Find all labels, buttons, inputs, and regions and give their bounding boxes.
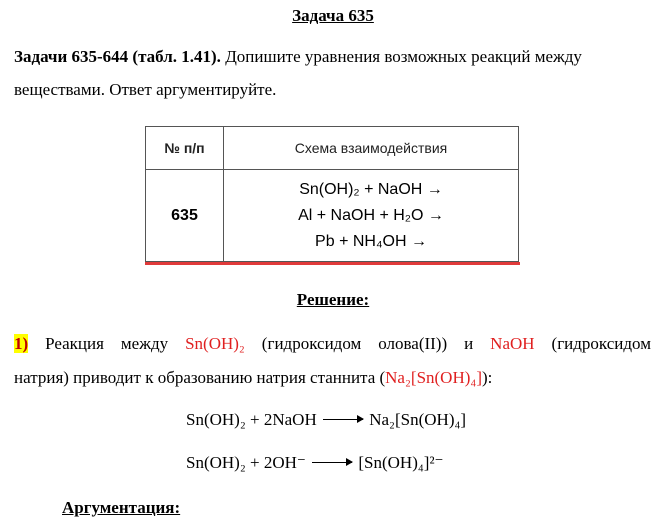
para-line2a: натрия) приводит к образованию натрия станнита (	[14, 368, 386, 387]
equation-2	[186, 453, 444, 473]
row-equations	[224, 170, 519, 262]
task-statement-line2: веществами. Ответ аргументируйте.	[14, 80, 277, 99]
para-t3: (гидроксидом	[534, 334, 651, 353]
arrow-icon	[312, 462, 352, 463]
page-title: Задача 635	[292, 6, 374, 25]
task-ref: Задачи 635-644 (табл. 1.41).	[14, 47, 221, 66]
arrow-icon	[323, 419, 363, 420]
eq1-left: Sn(OH)₂ + 2NaOH	[186, 410, 317, 429]
eq1-right: Na₂[Sn(OH)₄]	[369, 410, 467, 429]
product-name: Na₂[Sn(OH)₄]	[385, 368, 482, 387]
para-t1: Реакция между	[28, 334, 186, 353]
task-statement-line1	[14, 47, 582, 67]
header-scheme: Схема взаимодействия	[224, 127, 519, 170]
table-accent-line	[145, 262, 520, 265]
scheme-eq-1: Sn(OH)₂ + NaOH →	[299, 180, 443, 198]
scheme-eq-3: Pb + NH₄OH →	[315, 232, 427, 250]
para-t2: (гидроксидом олова(II)) и	[244, 334, 491, 353]
solution-title: Решение:	[296, 290, 370, 309]
reaction-table	[145, 126, 519, 262]
eq2-left: Sn(OH)₂ + 2OH⁻	[186, 453, 306, 472]
scheme-eq-2: Al + NaOH + H₂O →	[298, 206, 444, 224]
reactant-naoh: NaOH	[490, 334, 535, 353]
reactant-sn: Sn(OH)₂	[185, 334, 245, 353]
header-num: № п/п	[146, 127, 224, 170]
solution-para-line2	[14, 368, 492, 388]
eq2-right: [Sn(OH)₄]²⁻	[358, 453, 444, 472]
para-line2b: ):	[482, 368, 493, 387]
solution-para-line1	[14, 334, 651, 354]
row-num: 635	[146, 170, 224, 262]
item-marker: 1)	[14, 334, 29, 353]
equation-1	[186, 410, 466, 430]
argumentation-title: Аргументация:	[62, 498, 181, 517]
task-text-1: Допишите уравнения возможных реакций между	[220, 47, 582, 66]
